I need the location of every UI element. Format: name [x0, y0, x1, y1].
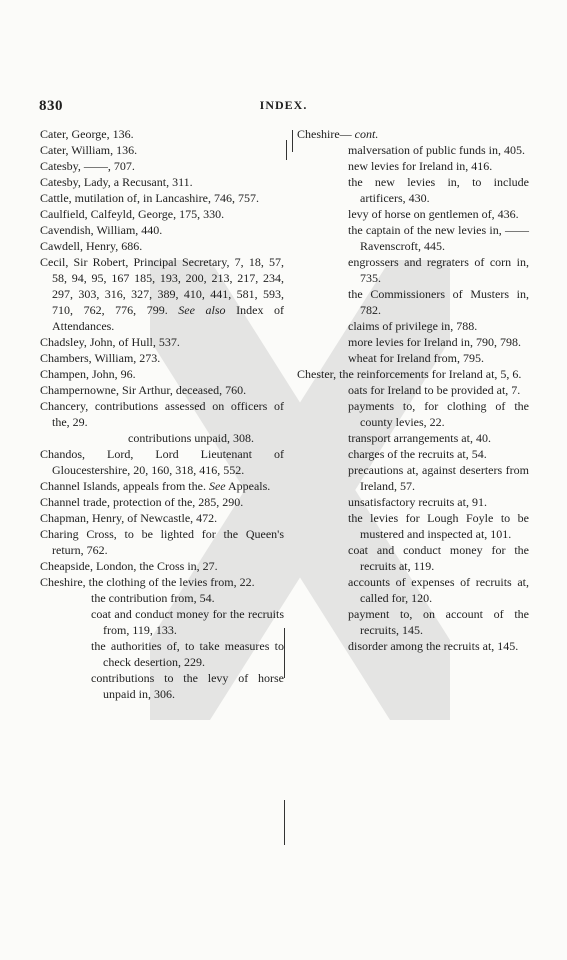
left-bracket-rule-3 [284, 800, 285, 845]
index-entry-text: Chambers, William, 273. [40, 351, 161, 365]
index-entry [297, 142, 529, 158]
index-entry-text: payments to, for clothing of the county levies, 22. [348, 399, 529, 429]
index-entry [40, 526, 284, 558]
index-entry [40, 574, 284, 590]
page-number: 830 [39, 98, 63, 114]
index-entry [297, 494, 529, 510]
index-entry-text: disorder among the recruits at, 145. [348, 639, 519, 653]
index-entry-text: payment to, on account of the recruits, 145. [348, 607, 529, 637]
index-entry-text: the authorities of, to take measures to check desertion, 229. [91, 639, 284, 669]
index-entry-text: accounts of expenses of recruits at, called for, 120. [348, 575, 529, 605]
index-entry-crossref-target: Appeals. [225, 479, 271, 493]
index-entry [40, 638, 284, 670]
index-entry-text: Channel trade, protection of the, 285, 290. [40, 495, 244, 509]
index-entry-text: Chester, the reinforcements for Ireland at, 5, 6. [297, 367, 522, 381]
index-entry-text: Channel Islands, appeals from the. [40, 479, 206, 493]
index-entry [297, 398, 529, 430]
index-entry [40, 510, 284, 526]
index-entry [40, 670, 284, 702]
index-entry [40, 142, 284, 158]
index-entry-text: Cheapside, London, the Cross in, 27. [40, 559, 218, 573]
index-entry-text: Charing Cross, to be lighted for the Queen's return, 762. [40, 527, 284, 557]
index-entry [40, 190, 284, 206]
index-entry-text: Cheshire— [297, 127, 352, 141]
index-entry [40, 606, 284, 638]
index-entry-text: the Commissioners of Musters in, 782. [348, 287, 529, 317]
index-entry-text: coat and conduct money for the recruits from, 119, 133. [91, 607, 284, 637]
index-entry-text: Catesby, Lady, a Recusant, 311. [40, 175, 193, 189]
index-entry-text: Caulfield, Calfeyld, George, 175, 330. [40, 207, 225, 221]
index-entry [297, 430, 529, 446]
index-entry [297, 254, 529, 286]
index-entry-text: unsatisfactory recruits at, 91. [348, 495, 487, 509]
index-entry [40, 558, 284, 574]
index-entry-crossref: See also [167, 303, 226, 317]
index-entry-text: new levies for Ireland in, 416. [348, 159, 493, 173]
index-entry [40, 350, 284, 366]
index-entry-text: engrossers and regraters of corn in, 735. [348, 255, 529, 285]
index-entry [40, 174, 284, 190]
index-entry [297, 366, 529, 382]
index-entry [297, 606, 529, 638]
index-entry-text: Chapman, Henry, of Newcastle, 472. [40, 511, 218, 525]
index-entry-text: malversation of public funds in, 405. [348, 143, 525, 157]
left-column [40, 126, 284, 702]
index-entry [297, 318, 529, 334]
index-entry [297, 510, 529, 542]
index-entry-text: the new levies in, to include artificers, 430. [348, 175, 529, 205]
index-entry-text: the contribution from, 54. [91, 591, 215, 605]
index-entry [40, 398, 284, 430]
index-entry-text: Cater, George, 136. [40, 127, 134, 141]
index-entry-text: coat and conduct money for the recruits at, 119. [348, 543, 529, 573]
index-entry [40, 238, 284, 254]
index-entry-text: wheat for Ireland from, 795. [348, 351, 484, 365]
index-entry-text: contributions unpaid, 308. [128, 431, 254, 445]
index-entry [40, 206, 284, 222]
index-entry [297, 350, 529, 366]
index-entry-text: Champernowne, Sir Arthur, deceased, 760. [40, 383, 247, 397]
index-entry [297, 222, 529, 254]
index-entry-text: Cattle, mutilation of, in Lancashire, 746, 757. [40, 191, 259, 205]
index-entry-text: more levies for Ireland in, 790, 798. [348, 335, 521, 349]
index-entry [40, 334, 284, 350]
index-entry [297, 542, 529, 574]
right-bracket-rule [292, 130, 293, 152]
index-entry-text: Champen, John, 96. [40, 367, 136, 381]
index-entry [40, 382, 284, 398]
index-entry [40, 366, 284, 382]
index-entry [297, 158, 529, 174]
index-entry-text: Cecil, Sir Robert, Principal Secretary, 7, 18, 57, 58, 94, 95, 167 185, 193, 200, 213, 217, 234, 297, 303, 316, 327, 389, 410, 441, 581, 593, 710, 762, 776, 799. [40, 255, 284, 317]
index-entry [297, 206, 529, 222]
index-entry [40, 158, 284, 174]
index-entry [40, 478, 284, 494]
index-entry-text: Chandos, Lord, Lord Lieutenant of Gloucestershire, 20, 160, 318, 416, 552. [40, 447, 284, 477]
index-entry-text: transport arrangements at, 40. [348, 431, 491, 445]
index-entry-text: Cheshire, the clothing of the levies from, 22. [40, 575, 255, 589]
index-entry-text: Cawdell, Henry, 686. [40, 239, 143, 253]
index-entry-text: Cater, William, 136. [40, 143, 138, 157]
index-entry-text: Chadsley, John, of Hull, 537. [40, 335, 180, 349]
index-entry [40, 590, 284, 606]
index-entry [40, 494, 284, 510]
index-entry [297, 638, 529, 654]
index-entry-text: oats for Ireland to be provided at, 7. [348, 383, 521, 397]
index-entry [297, 174, 529, 206]
page-header: INDEX. [259, 98, 308, 112]
right-column [297, 126, 529, 654]
index-entry [40, 430, 284, 446]
index-entry-text: the levies for Lough Foyle to be mustered and inspected at, 101. [348, 511, 529, 541]
index-entry-text: levy of horse on gentlemen of, 436. [348, 207, 519, 221]
index-entry [40, 222, 284, 238]
index-entry [40, 254, 284, 334]
index-entry-text: the captain of the new levies in, —— Ravenscroft, 445. [348, 223, 529, 253]
index-entry [297, 462, 529, 494]
index-entry-text: charges of the recruits at, 54. [348, 447, 487, 461]
index-entry [297, 382, 529, 398]
index-entry [297, 126, 529, 142]
index-entry-text: claims of privilege in, 788. [348, 319, 478, 333]
index-entry [297, 286, 529, 318]
index-entry [297, 574, 529, 606]
index-entry [297, 446, 529, 462]
index-entry-crossref-target: Index of Attendances. [52, 303, 285, 333]
index-entry-text: Cavendish, William, 440. [40, 223, 163, 237]
index-entry-text: contributions to the levy of horse unpaid in, 306. [91, 671, 284, 701]
index-entry [297, 334, 529, 350]
index-entry [40, 446, 284, 478]
index-entry-crossref: cont. [351, 127, 379, 141]
left-bracket-rule [286, 140, 287, 160]
index-entry [40, 126, 284, 142]
index-entry-text: Chancery, contributions assessed on officers of the, 29. [40, 399, 284, 429]
index-entry-crossref: See [205, 479, 226, 493]
index-entry-text: Catesby, ——, 707. [40, 159, 135, 173]
left-bracket-rule-2 [284, 628, 285, 678]
index-entry-text: precautions at, against deserters from Ireland, 57. [348, 463, 529, 493]
